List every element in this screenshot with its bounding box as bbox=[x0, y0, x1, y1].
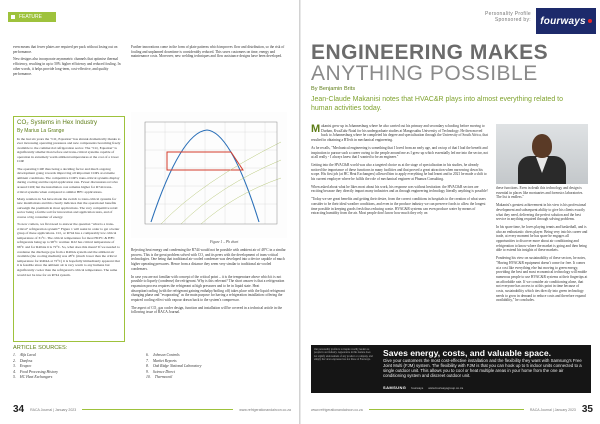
left-folio bbox=[13, 404, 291, 415]
source-item: 2. Danfoss bbox=[13, 358, 33, 363]
section-tab bbox=[8, 12, 56, 22]
fourways-logo-text: fourways bbox=[540, 15, 586, 27]
source-item: 7. Market Reports bbox=[146, 358, 177, 363]
source-item: 1. Alfa Laval bbox=[13, 353, 36, 357]
sidebar-paragraph: To new comers, we first need to answer the question "what is a trans-critical" refrigeration system?" Figure 1 will assist in order to get a better grasp of these applications. CO₂ or R744 has a comparably low critical temperature of 31°C. The critical temperature for most HCFC & HFC refrigerants being up to 90°C warmer. R22 has critical temperature of 96°C and for R404A it is 72°C. So, what does this mean? If we needed to condense the discharge gas from a R404A system and the ambient air available (the cooling medium) was 48°C (much lower than the critical temperature for R404A at 72°C) it is hopefully immediately apparent that it is feasible since the ambient air is very warm to any humans but significantly cooler than the refrigerant's critical temperature. The same would not be true for an R744 system. bbox=[17, 222, 120, 277]
samsung-logo: SAMSUNG bbox=[383, 385, 407, 390]
source-item: 3. Evapco bbox=[13, 364, 32, 369]
article-byline: By Benjamin Brits bbox=[311, 86, 356, 92]
ad-title: Saves energy, costs, and valuable space. bbox=[383, 348, 551, 358]
column-b-lower bbox=[131, 248, 287, 318]
personality-profile-label: Personality Profile bbox=[485, 11, 531, 17]
sidebar-paragraph: The operating COP thus being a deciding factor and much ongoing development going towards improving all important COPs at extreme ambient conditions. The competitive COP's trans-critical systems display during cooling and the rapid application rate. Fewer discussions revolve around COP, but the installation cost remains higher for R744 trans-critical systems when compared to similar HFC applications. bbox=[17, 166, 120, 194]
ad-disclaimer: Our personality profile is to inspire worthy leaders as people in our industry. Appearance in this feature does not signify endorsement of any product or company, and simply the views expressed are not those of Fourways. bbox=[314, 348, 373, 362]
dropcap: M bbox=[311, 123, 321, 135]
article-sources-title: ARTICLE SOURCES: bbox=[13, 345, 68, 351]
article-headline bbox=[311, 42, 591, 84]
section-tab-square-icon bbox=[11, 15, 15, 19]
right-page bbox=[301, 0, 600, 424]
source-item: 4. Food Processing History bbox=[13, 369, 58, 374]
sidebar-title: CO₂ Systems in Hex Industry bbox=[17, 119, 98, 126]
sponsor-label bbox=[451, 11, 531, 23]
article-column-b bbox=[496, 186, 588, 306]
samsung-advert[interactable] bbox=[311, 345, 591, 393]
page-number: 35 bbox=[581, 404, 593, 415]
paragraph: Further innovations come in the form of plate patterns which improves flow and distribution, so the risk of fouling and unplanned downtime is considerably reduced. This saves customers on time, energy and maintenance costs. Moreover, new welding techniques and flow assistance designs have been developed. bbox=[131, 45, 285, 59]
folio-url[interactable]: www.refrigerationandaircon.co.za bbox=[311, 407, 363, 412]
paragraph: Makanisi grew up in Johannesburg where he also carried out his primary and secondary schooling before moving to Durban, KwaZulu-Natal for his undergraduate studies at Mangosuthu University of Technology. He then moved back to Johannesburg where he completed his degree and specialisation through the University of South Africa, that resulted in obtaining a BTech in mechanical engineering. bbox=[311, 123, 488, 143]
ad-body: Give your customers the most cost-effective installation and the flexibility they want with Samsung's Free Joint Multi (FJM) system. The flexibility with FJM is that you can hook up to 5 indoor units connected to a single outdoor unit. This allows you to cool or heat multiple areas in your home from the one air conditioning system and discreet outdoor unit. bbox=[383, 358, 582, 379]
paragraph: The aspect of CO₂ gas cooler design, function and installation will be covered in a technical article in the following issue of RACA Journal. bbox=[131, 305, 283, 315]
ad-footer bbox=[383, 385, 463, 390]
source-item: 10. Thermocoil bbox=[146, 375, 173, 380]
paragraph: In case you are not familiar with concept of the critical point – it is the temperature above which it is not possible to liquefy (condense) the refrigerant. Why is this relevant? The short answer is that a refrigeration expansion process requires the refrigerant at high pressures and to be in liquid state. Heat absorption/cooling (with the refrigerant gaining enthalpy/boiling off) takes place with the liquid refrigerant changing phase and "evaporating" as the main purpose for having a refrigeration installation: offering the required cooling effect with vapour drawn back to the system's compressor. bbox=[131, 274, 285, 303]
ad-partner: fourways bbox=[411, 385, 424, 390]
sidebar-paragraph: Many retailers in SA have made the switch to trans-critical systems for new installations and this clearly indicates that the operational benefits outweigh the premium in most applications. The very competitive retail sector being a fertile soil for innovation and application tests, and of course a big consumer of energy. bbox=[17, 196, 118, 219]
sidebar-box bbox=[13, 116, 125, 342]
article-sources bbox=[13, 345, 287, 381]
paragraph: Makanisi's greatest achievement in his view is his professional development and subsequent ability to give his clients exactly what they need, delivering the perfect solution and the best service in anything required through solving problems. bbox=[496, 203, 587, 222]
headline-line-1: ENGINEERING MAKES bbox=[311, 41, 549, 64]
logo-dot-icon bbox=[588, 19, 592, 23]
folio-url[interactable]: www.refrigerationandaircon.co.za bbox=[239, 407, 291, 412]
folio-rule bbox=[82, 409, 233, 410]
page-number: 34 bbox=[13, 404, 25, 415]
source-item: 9. Science Direct bbox=[146, 369, 175, 374]
paragraph: In his spare time, he loves playing tennis and basketball, and is also an enthusiastic chess player. Being very into his career and trade, at every moment he has spare he engages all opportunities to discover more about air conditioning and refrigeration to know where the market is going and then being able to extend his insights of these markets. bbox=[496, 224, 588, 253]
column-a bbox=[13, 45, 125, 79]
article-sources-list bbox=[13, 353, 287, 381]
paragraph: Rejecting heat energy and condensing the R744 would not be possible with ambient air of 48°C in a similar process. This is the great problem solved with CO₂ and its peers with the development of trans-critical technologies. One being that traditional air-cooled condenser was developed into a device capable of much higher operating pressures. Hence from a distance they seem very similar to traditional air-cooled condensers. bbox=[131, 248, 286, 271]
paragraph: these functions. Even in death this technology and design is essential in places like mortuaries and forensics laboratories. The list is endless." bbox=[496, 186, 584, 200]
sponsored-by-label: Sponsored by: bbox=[494, 17, 531, 23]
headline-line-2: ANYTHING POSSIBLE bbox=[311, 62, 538, 85]
paragraph: "Today we see great benefits and getting their desire, from the correct conditions in hospitals to the creation of what users consider to be their ideal weather conditions, and even in the produce industry we can preserve foods to allow the longest time possible in keeping goods fresh thus reducing waste. HVAC&R systems can even produce water by means of extracting humidity from the air. Most people don't know how much they rely on bbox=[311, 197, 486, 216]
sidebar-paragraph: In the last six years the "CO₂ Equation" has shrunk dramatically thanks to ever increasing operating pressures and new components becoming freely available to the commercial refrigeration sector. The "CO₂ Equation" is significantly smaller than before and trans-critical systems capable of operation in extremely warm ambient temperatures at the cost of a lower COP. bbox=[17, 136, 121, 164]
portrait-head bbox=[532, 134, 552, 158]
folio-rule bbox=[369, 409, 524, 410]
paragraph: New designs also incorporate asymmetric channels that optimise thermal efficiency, resulting in up to 50% higher efficiency and reduced fouling. In other words, it helps provide long-term, cost-effective, and quality performance. bbox=[13, 57, 121, 76]
paragraph: Getting into the HVAC&R world was also a targeted choice as at the stage of specialisation in his studies, he already noticed the importance of these functions in many facilities and that proved a great attraction when narrowing down his scope. His first job (at HC Heat Exchangers) allowed him to apply everything he had learnt and in 2021 he made a shift to his current employer where he fulfils the role of mechanical engineer at Phumza Consulting. bbox=[311, 162, 487, 182]
portrait-photo bbox=[496, 124, 588, 184]
paragraph: When asked about what he likes most about his work, his response was without hesitation: the HVAC&R sectors are exciting because they directly impact many industries and as through engineering technology literally anything is possible! bbox=[311, 184, 488, 194]
article-standfirst: Jean-Claude Makanisi notes that HVAC&R plays into almost everything related to human activities today. bbox=[311, 96, 563, 112]
article-column-a bbox=[311, 124, 489, 219]
source-item: 6. Johnson Controls bbox=[146, 353, 180, 357]
paragraph: Pondering his view on sustainability of these sectors, he notes, "Having HVAC&R equipment doesn't come for free. It comes at a cost like everything else but moving to green energy, providing the best and most economical technology will enable numerous people to use HVAC&R systems at their fingertips at an affordable rate. If we consider air conditioning alone, that not everyone has access to at this point in time because of costs, sustainability which ties directly into green technology needs to grow in demand to reduce costs and therefore expand availability," he concludes. bbox=[496, 256, 588, 303]
section-tab-label: FEATURE bbox=[19, 14, 42, 20]
folio-journal: RACA Journal | January 2023 bbox=[30, 407, 77, 412]
ad-web[interactable]: www.fourwaysgroup.co.za bbox=[428, 385, 464, 390]
sidebar-byline: By Marius La Grange bbox=[17, 127, 65, 134]
paragraph: even means that fewer plates are required per pack without losing out on performance. bbox=[13, 45, 118, 54]
ph-chart-figure bbox=[131, 112, 287, 238]
source-item: 5. HC Heat Exchangers bbox=[13, 375, 53, 380]
fourways-logo bbox=[536, 8, 596, 34]
left-page bbox=[0, 0, 299, 424]
figure-caption: Figure 1 – Ph chart bbox=[210, 240, 239, 244]
paragraph: As he recalls, "Mechanical engineering is something that I loved from an early age, and on top of that I had the benefit and inspiration to pursue such a career owing to the people around me as I grew up which essentially led me into the sector, not at all really - I always knew that I wanted to be an engineer." bbox=[311, 145, 489, 160]
folio-journal: RACA Journal | January 2023 bbox=[529, 407, 576, 412]
right-folio bbox=[311, 404, 593, 415]
column-b bbox=[131, 45, 287, 62]
source-item: 8. Oak Ridge National Laboratory bbox=[146, 364, 202, 369]
